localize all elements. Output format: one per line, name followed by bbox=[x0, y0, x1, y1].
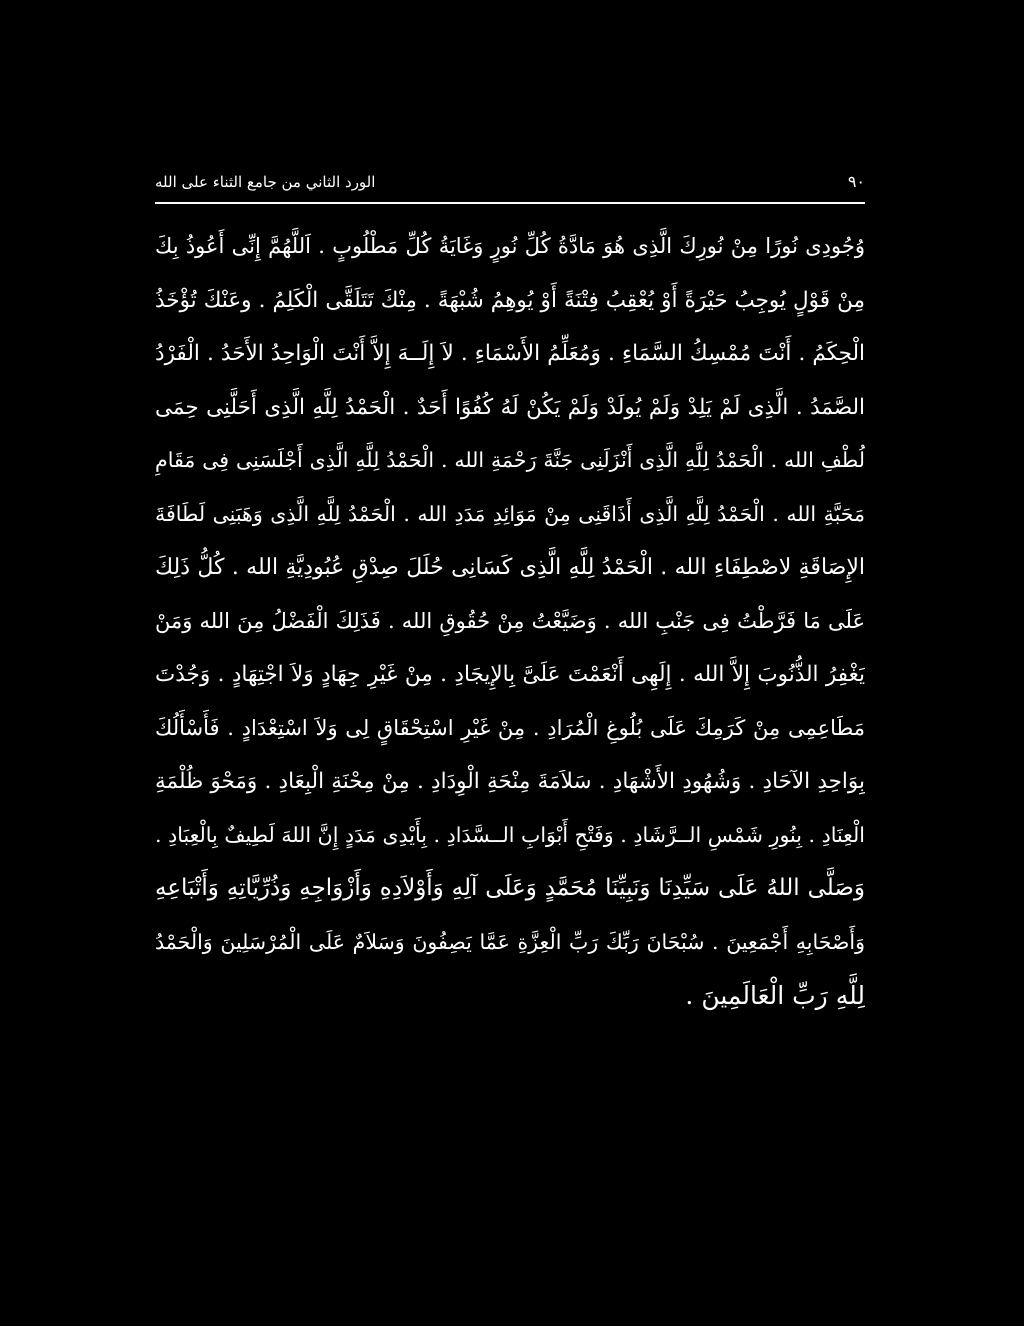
text-line: مَحَبَّةِ الله . الْحَمْدُ لِلَّهِ الَّذِى أَذَاقَنِى مِنْ مَوَائِدِ مَدَدِ الله . الْحَمْدُ لِلَّهِ الَّذِى وَهَبَنِى لَطَافَةَ bbox=[155, 501, 865, 526]
text-line: وَأَصْحَابِهِ أَجْمَعِينَ . سُبْحَانَ رَبِّكَ رَبِّ الْعِزَّةِ عَمَّا يَصِفُونَ وَسَلاَمٌ عَلَى الْمُرْسَلِينَ وَالْحَمْدُ bbox=[155, 929, 865, 954]
text-line: بِوَاحِدِ الآحَادِ . وَشُهُودِ الأَشْهَادِ . سَلاَمَةَ مِنْحَةِ الْوِدَادِ . مِنْ مِحْنَةِ الْبِعَادِ . وَمَحْوَ ظُلْمَةِ bbox=[155, 769, 865, 794]
text-line: مَطَاعِمِى مِنْ كَرَمِكَ عَلَى بُلُوغِ الْمُرَادِ . مِنْ غَيْرِ اسْتِحْقَاقٍ لِى وَلاَ اسْتِعْدَادٍ . فَأَسْأَلُكَ bbox=[155, 715, 865, 740]
text-line: لُطْفِ الله . الْحَمْدُ لِلَّهِ الَّذِى أَنْزَلَنِى جَنَّةَ رَحْمَةِ الله . الْحَمْدُ لِلَّهِ الَّذِى أَجْلَسَنِى فِى مَقَامِ bbox=[155, 448, 865, 472]
header-title: الورد الثاني من جامع الثناء على الله bbox=[155, 173, 376, 191]
text-line: الإِصَاقَةِ لاصْطِفَاءِ الله . الْحَمْدُ لِلَّهِ الَّذِى كَسَانِى حُلَلَ صِدْقِ عُبُودِيَّةِ الله . كُلُّ ذَلِكَ bbox=[155, 555, 865, 580]
page-number: ٩٠ bbox=[847, 172, 865, 191]
text-line: الْعِنَادِ . بِنُورِ شَمْسِ الــرَّشَادِ . وَفَتْحِ أَبْوَابِ الــسَّدَادِ . بِأَيْدِى مَدَدٍ إِنَّ اللهَ لَطِيفٌ بِالْعِبَادِ . bbox=[155, 822, 865, 847]
text-line: عَلَى مَا فَرَّطْتُ فِى جَنْبِ الله . وَضَيَّعْتُ مِنْ حُقُوقِ الله . فَذَلِكَ الْفَضْلُ مِنَ الله وَمَنْ bbox=[155, 608, 865, 633]
text-line: الْحِكَمُ . أَنْتَ مُمْسِكُ السَّمَاءِ . وَمُعَلِّمُ الأَسْمَاءِ . لاَ إِلَــهَ إِلاَّ أَنْتَ الْوَاحِدُ الأَحَدُ . الْفَرْدُ bbox=[155, 341, 865, 366]
text-line: الصَّمَدُ . الَّذِى لَمْ يَلِدْ وَلَمْ يُولَدْ وَلَمْ يَكُنْ لَهُ كُفُوًا أَحَدٌ . الْحَمْدُ لِلَّهِ الَّذِى أَحَلَّنِى حِمَى bbox=[155, 394, 865, 420]
text-line: يَغْفِرُ الذُّنُوبَ إِلاَّ الله . إِلَهِى أَنْعَمْتَ عَلَىَّ بِالإِيجَادِ . مِنْ غَيْرِ جِهَادٍ وَلاَ اجْتِهَادٍ . وَجُدْتَ bbox=[155, 662, 865, 687]
text-line: مِنْ قَوْلٍ يُوجِبُ حَيْرَةً أَوْ يُعْقِبُ فِتْنَةً أَوْ يُوهِمُ شُبْهَةً . مِنْكَ تَتَلَقَّى الْكَلِمُ . وعَنْكَ تُؤْخَذُ bbox=[155, 287, 865, 313]
body-text bbox=[155, 220, 865, 1023]
text-line: وُجُودِى نُورًا مِنْ نُورِكَ الَّذِى هُوَ مَادَّةُ كُلِّ نُورٍ وَغَايَةُ كُلِّ مَطْلُوبٍ . اَللَّهُمَّ إِنِّى أَعُوذُ بِكَ bbox=[155, 234, 865, 258]
text-line: وَصَلَّى اللهُ عَلَى سَيِّدِنَا وَنَبِيِّنَا مُحَمَّدٍ وَعَلَى آلِهِ وَأَوْلاَدِهِ وَأَزْوَاجِهِ وَذُرِّيَّاتِهِ وَأَتْبَاعِهِ bbox=[155, 875, 865, 901]
running-header bbox=[155, 168, 865, 196]
header-divider bbox=[155, 202, 865, 204]
text-line: لِلَّهِ رَبِّ الْعَالَمِينَ . bbox=[685, 981, 865, 1010]
